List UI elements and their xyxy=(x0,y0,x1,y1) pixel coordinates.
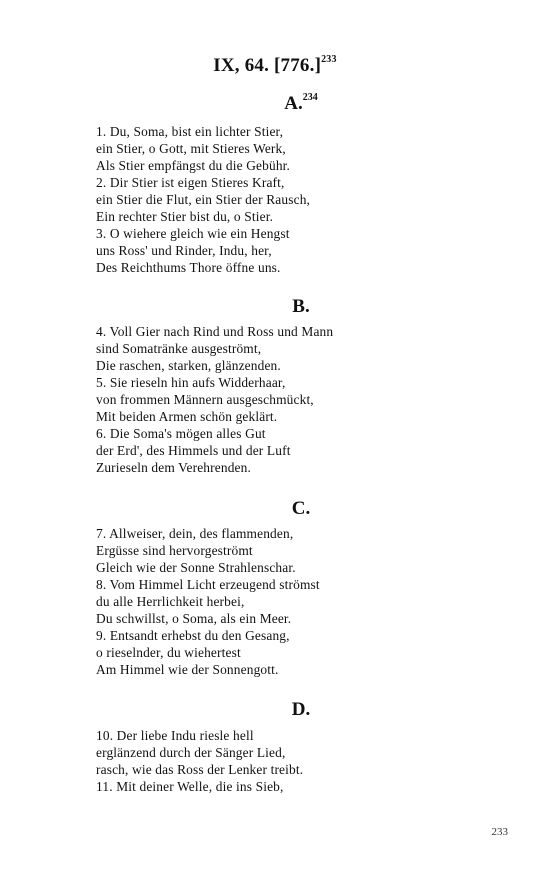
verse-line: ein Stier die Flut, ein Stier der Rausch, xyxy=(96,192,311,207)
verse-line: von frommen Männern ausgeschmückt, xyxy=(96,392,314,407)
verse-line: 7. Allweiser, dein, des flammenden, xyxy=(96,526,294,541)
section-heading xyxy=(0,498,550,520)
verse-line: o rieselnder, du wiehertest xyxy=(96,645,241,660)
verse-line: 11. Mit deiner Welle, die ins Sieb, xyxy=(96,779,284,794)
title-text: IX, 64. [776.] xyxy=(213,55,322,76)
verse-line: Mit beiden Armen schön geklärt. xyxy=(96,409,278,424)
verse-block xyxy=(96,525,516,678)
section-label: D. xyxy=(291,699,311,720)
verse-block xyxy=(96,123,516,276)
verse-line: 8. Vom Himmel Licht erzeugend strömst xyxy=(96,577,320,592)
verse-line: 5. Sie rieseln hin aufs Widderhaar, xyxy=(96,375,286,390)
verse-line: 6. Die Soma's mögen alles Gut xyxy=(96,426,266,441)
verse-line: 9. Entsandt erhebst du den Gesang, xyxy=(96,628,290,643)
section-label: B. xyxy=(292,296,310,317)
section-footnote-marker: 234 xyxy=(302,92,318,103)
section-heading xyxy=(0,92,550,115)
section-heading xyxy=(0,699,550,721)
section-label: A. xyxy=(284,93,303,114)
verse-line: 1. Du, Soma, bist ein lichter Stier, xyxy=(96,124,284,139)
verse-line: sind Somatränke ausgeströmt, xyxy=(96,341,262,356)
verse-block xyxy=(96,727,516,795)
verse-line: 3. O wiehere gleich wie ein Hengst xyxy=(96,226,290,241)
title-footnote-marker: 233 xyxy=(321,54,337,65)
verse-line: Als Stier empfängst du die Gebühr. xyxy=(96,158,291,173)
verse-line: 10. Der liebe Indu riesle hell xyxy=(96,728,254,743)
verse-line: erglänzend durch der Sänger Lied, xyxy=(96,745,286,760)
verse-line: Zurieseln dem Verehrenden. xyxy=(96,460,251,475)
verse-line: 2. Dir Stier ist eigen Stieres Kraft, xyxy=(96,175,285,190)
verse-line: uns Ross' und Rinder, Indu, her, xyxy=(96,243,272,258)
verse-line: ein Stier, o Gott, mit Stieres Werk, xyxy=(96,141,286,156)
verse-line: Am Himmel wie der Sonnengott. xyxy=(96,662,279,677)
verse-line: du alle Herrlichkeit herbei, xyxy=(96,594,245,609)
verse-line: Des Reichthums Thore öffne uns. xyxy=(96,260,281,275)
verse-line: Du schwillst, o Soma, als ein Meer. xyxy=(96,611,292,626)
verse-line: rasch, wie das Ross der Lenker treibt. xyxy=(96,762,304,777)
verse-line: Gleich wie der Sonne Strahlenschar. xyxy=(96,560,296,575)
section-heading xyxy=(0,296,550,318)
verse-line: Die raschen, starken, glänzenden. xyxy=(96,358,281,373)
verse-block xyxy=(96,323,516,476)
verse-line: Ein rechter Stier bist du, o Stier. xyxy=(96,209,274,224)
verse-line: Ergüsse sind hervorgeströmt xyxy=(96,543,253,558)
verse-line: 4. Voll Gier nach Rind und Ross und Mann xyxy=(96,324,334,339)
page-title xyxy=(0,54,550,77)
section-label: C. xyxy=(291,498,311,519)
verse-line: der Erd', des Himmels und der Luft xyxy=(96,443,291,458)
page-number: 233 xyxy=(491,826,508,838)
